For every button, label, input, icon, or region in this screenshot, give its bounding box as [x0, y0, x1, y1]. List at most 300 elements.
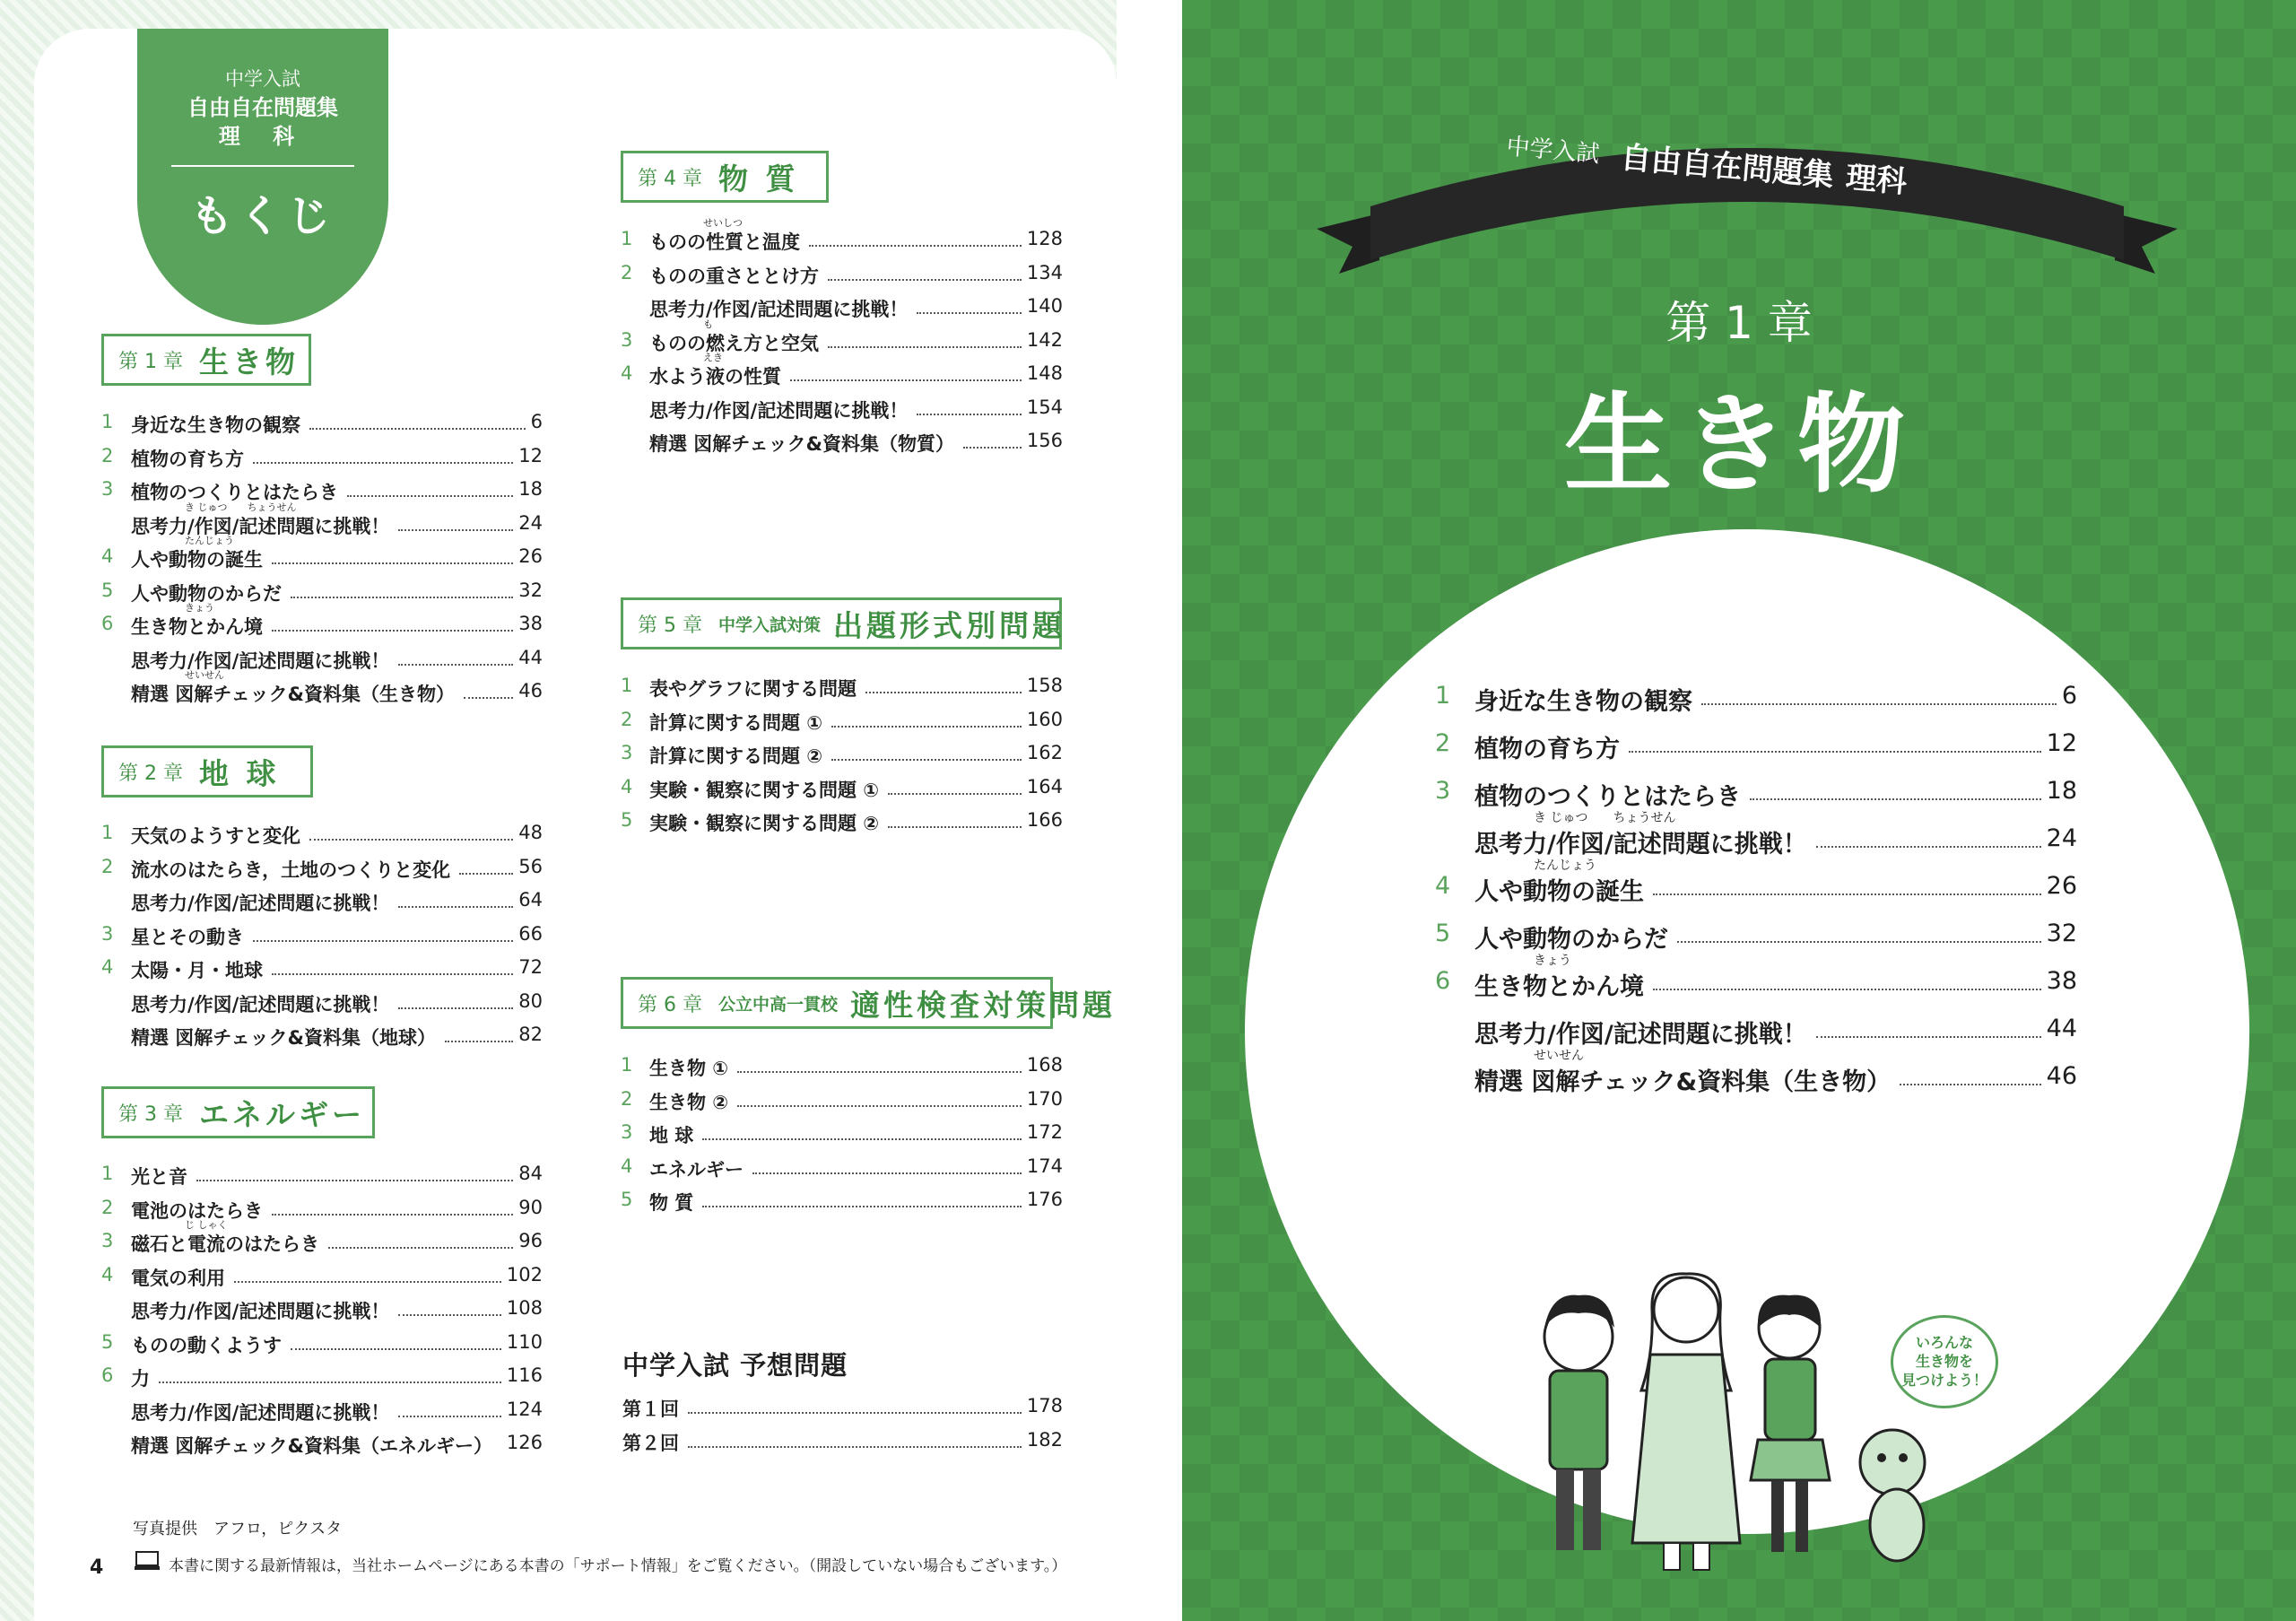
toc-entry-number: 4 [101, 545, 114, 567]
chapter-entry[interactable] [1435, 1015, 2077, 1054]
furigana: せいせん [1534, 1049, 1584, 1063]
leader-dots [159, 1381, 501, 1383]
toc-entry[interactable] [101, 990, 543, 1023]
leader-dots [398, 1007, 513, 1009]
furigana: きょう [1534, 954, 1571, 968]
toc-entry[interactable] [101, 535, 543, 578]
chapter-entry-label: 思考力/作図/記述問題に挑戦！ [1474, 831, 1807, 858]
toc-entry-number: 2 [621, 1087, 633, 1110]
toc-entry-number: 1 [621, 228, 633, 249]
toc-entry-page: 96 [518, 1230, 543, 1251]
leader-dots [809, 245, 1022, 247]
chapter-entry-label: 思考力/作図/記述問題に挑戦！ [1474, 1021, 1807, 1049]
toc-entry-number: 3 [621, 742, 633, 763]
toc-entry[interactable] [101, 602, 543, 645]
chapter-entry[interactable] [1435, 919, 2077, 959]
chapter-heading [101, 1086, 375, 1138]
toc-entry-number: 1 [621, 675, 633, 696]
chapter-number: 第 6 章 [638, 993, 702, 1016]
toc-entry-label: 光と音 [131, 1166, 187, 1188]
leader-dots [309, 839, 513, 841]
chapter-title: 生き物 [198, 344, 299, 379]
furigana: せいしつ [703, 217, 743, 229]
leader-dots [464, 697, 513, 699]
chapter-number: 第 1 章 [1665, 297, 1813, 349]
toc-entry-label: エネルギー [649, 1158, 744, 1181]
header-divider [171, 165, 354, 167]
chapter-entry[interactable] [1435, 777, 2077, 816]
toc-entry-page: 108 [506, 1297, 543, 1319]
toc-entry-page: 168 [1026, 1054, 1063, 1076]
bubble-line: 生き物を [1915, 1353, 1973, 1370]
chapter-number: 第 2 章 [118, 762, 183, 785]
toc-entry-page: 140 [1026, 295, 1063, 317]
toc-entry-page: 142 [1026, 328, 1063, 351]
leader-dots [398, 664, 513, 666]
toc-entry[interactable] [621, 675, 1063, 707]
toc-entry-page: 166 [1026, 809, 1063, 831]
toc-entry-number: 2 [101, 444, 114, 466]
chapter-heading [621, 977, 1116, 1029]
toc-entry-label: 計算に関する問題 ② [649, 745, 823, 767]
leader-dots [831, 726, 1022, 728]
chapter-entry-label: 植物のつくりとはたらき [1474, 783, 1741, 811]
chapter-heading [621, 151, 829, 203]
leader-dots [309, 428, 526, 430]
toc-entry-label: 精選 図解チェック&資料集（地球） [131, 1027, 436, 1049]
chapter-title: エネルギー [198, 1096, 365, 1132]
leader-dots [1750, 798, 2041, 800]
toc-entry-page: 156 [1026, 430, 1063, 451]
toc-entry-page: 148 [1026, 362, 1063, 384]
toc-entry-number: 3 [621, 328, 633, 351]
toc-entry[interactable] [101, 956, 543, 989]
toc-entry-label: 人や動物の誕生 [131, 549, 263, 571]
leader-dots [1677, 941, 2041, 943]
toc-entry-page: 172 [1026, 1121, 1063, 1143]
toc-entry[interactable] [101, 1331, 543, 1364]
ribbon-series: 中学入試 [1505, 133, 1601, 169]
chapter-entry-number: 2 [1435, 729, 1451, 757]
leader-dots [917, 414, 1022, 415]
chapter-entry-page: 44 [2046, 1015, 2077, 1042]
chapter-entry[interactable] [1435, 858, 2077, 911]
chapter-entry[interactable] [1435, 954, 2077, 1007]
furigana: たんじょう [1534, 858, 1596, 873]
leader-dots [688, 1446, 1022, 1448]
leader-dots [963, 447, 1022, 449]
toc-entry[interactable] [101, 669, 543, 712]
toc-entry-number: 5 [101, 579, 114, 601]
chapter-entry-label: 生き物とかん境 [1474, 973, 1644, 1001]
toc-entry-number: 1 [101, 1163, 114, 1184]
toc-entry-page: 128 [1026, 228, 1063, 249]
toc-entry-label: ものの重さととけ方 [649, 265, 819, 287]
chapter-entry[interactable] [1435, 1049, 2077, 1102]
toc-entry-number: 3 [101, 1230, 114, 1251]
toc-entry-label: 磁石と電流のはたらき [131, 1233, 319, 1255]
toc-entry-number: 1 [101, 411, 114, 432]
toc-entry-number: 2 [621, 708, 633, 730]
furigana: き じゅつ ちょうせん [1534, 811, 1676, 825]
toc-entry-label: 人や動物のからだ [131, 582, 282, 605]
toc-entry-page: 158 [1026, 675, 1063, 696]
toc-entry[interactable] [101, 1197, 543, 1229]
dog-character [1860, 1430, 1925, 1561]
leader-dots [888, 826, 1022, 828]
toc-entry-page: 56 [518, 855, 543, 877]
toc-entry-label: ものの燃え方と空気 [649, 332, 819, 354]
leader-dots [828, 279, 1022, 281]
toc-entry-number: 6 [101, 1364, 114, 1386]
toc-entry-label: 精選 図解チェック&資料集（生き物） [131, 684, 455, 705]
leader-dots [272, 630, 513, 632]
toc-entry[interactable] [101, 445, 543, 477]
leader-dots [459, 873, 513, 875]
leader-dots [398, 1416, 501, 1417]
toc-entry-label: 思考力/作図/記述問題に挑戦！ [131, 1301, 390, 1322]
toc-entry[interactable] [101, 923, 543, 955]
leader-dots [831, 759, 1022, 761]
toc-entry[interactable] [621, 1088, 1063, 1120]
toc-entry[interactable] [621, 295, 1063, 327]
chapter-entry-number: 3 [1435, 777, 1451, 805]
toc-entry-page: 124 [506, 1398, 543, 1420]
page-number: 4 [90, 1556, 104, 1579]
furigana: きょう [185, 602, 214, 614]
chapter-entry-number: 5 [1435, 919, 1451, 947]
toc-entry[interactable] [621, 397, 1063, 429]
teacher-character [1632, 1274, 1740, 1570]
leader-dots [702, 1138, 1022, 1140]
chapter-entry-page: 12 [2046, 729, 2077, 757]
toc-entry[interactable] [101, 1264, 543, 1296]
leader-dots [445, 1041, 513, 1042]
leader-dots [253, 940, 513, 942]
toc-entry-label: 水よう液の性質 [649, 366, 781, 388]
toc-entry[interactable] [101, 822, 543, 854]
practice-exam-title: 中学入試 予想問題 [622, 1350, 848, 1381]
toc-entry-number: 5 [621, 809, 633, 831]
toc-entry[interactable] [101, 1364, 543, 1397]
photo-credit: 写真提供 アフロ，ピクスタ [133, 1520, 343, 1538]
chapter-entry-page: 26 [2046, 872, 2077, 900]
chapter-title: 地 球 [198, 755, 280, 791]
toc-entry[interactable] [621, 262, 1063, 294]
toc-entry-page: 72 [518, 956, 543, 978]
toc-entry-page: 44 [518, 646, 543, 668]
leader-dots [688, 1412, 1022, 1414]
toc-entry[interactable] [621, 1189, 1063, 1221]
support-note: 本書に関する最新情報は，当社ホームページにある本書の「サポート情報」をご覧ください。（開設していない場合もございます。） [169, 1557, 1067, 1575]
leader-dots [702, 1206, 1022, 1207]
toc-entry[interactable] [621, 318, 1063, 362]
toc-entry-page: 26 [518, 545, 543, 567]
toc-entry-number: 3 [101, 478, 114, 500]
toc-entry-page: 24 [518, 511, 543, 534]
toc-entry-page: 164 [1026, 775, 1063, 797]
chapter-entry-label: 身近な生き物の観察 [1474, 688, 1692, 716]
toc-entry-label: 物 質 [649, 1192, 694, 1214]
toc-entry-label: 思考力/作図/記述問題に挑戦！ [131, 1401, 390, 1424]
chapter-number: 第 1 章 [118, 350, 183, 373]
toc-entry-page: 48 [518, 822, 543, 843]
toc-entry-label: 思考力/作図/記述問題に挑戦！ [649, 299, 909, 320]
toc-entry-label: 第１回 [622, 1399, 679, 1420]
chapter-title: 適性検査対策問題 [850, 987, 1116, 1023]
toc-entry-page: 32 [518, 579, 543, 601]
toc-entry-label: 生き物 ② [649, 1091, 729, 1113]
book-title: 自由自在問題集 [187, 95, 338, 120]
ribbon-subject: 理科 [1844, 159, 1909, 201]
toc-entry-label: 精選 図解チェック&資料集（エネルギー） [131, 1435, 492, 1457]
toc-entry[interactable] [101, 1219, 543, 1262]
toc-entry-page: 116 [506, 1364, 543, 1386]
chapter-entry-number: 4 [1435, 872, 1451, 900]
leader-dots [1629, 751, 2041, 753]
toc-entry[interactable] [101, 889, 543, 921]
toc-entry[interactable] [101, 1024, 543, 1056]
chapter-entry-label: 人や動物のからだ [1474, 926, 1668, 954]
computer-icon [135, 1551, 160, 1571]
leader-dots [1653, 893, 2041, 895]
toc-entry-page: 46 [518, 680, 543, 702]
leader-dots [272, 973, 513, 975]
chapter-entry-page: 6 [2061, 682, 2077, 710]
toc-entry-number: 4 [101, 1263, 114, 1285]
leader-dots [1653, 989, 2041, 990]
toc-entry-label: 力 [131, 1368, 150, 1390]
toc-entry[interactable] [621, 1054, 1063, 1086]
chapter-entry-page: 46 [2046, 1062, 2077, 1090]
toc-entry-label: ものの動くようす [131, 1334, 282, 1356]
toc-entry-page: 176 [1026, 1189, 1063, 1210]
chapter-entry-page: 38 [2046, 967, 2077, 995]
toc-entry-page: 162 [1026, 742, 1063, 763]
toc-entry-number: 4 [621, 1155, 633, 1177]
toc-header-tab [137, 29, 388, 325]
leader-dots [917, 312, 1022, 314]
toc-entry-label: 実験・観察に関する問題 ① [649, 779, 880, 801]
toc-entry-number: 1 [621, 1054, 633, 1076]
leader-dots [398, 906, 513, 908]
chapter-number: 第 5 章 [638, 614, 702, 637]
toc-entry[interactable] [621, 352, 1063, 395]
toc-page [0, 0, 1117, 1621]
toc-entry-label: 身近な生き物の観察 [131, 414, 300, 436]
toc-entry[interactable] [101, 1297, 543, 1329]
toc-entry-number: 5 [101, 1330, 114, 1353]
chapter-entry[interactable] [1435, 682, 2077, 721]
boy-character [1544, 1295, 1614, 1550]
chapter-heading [101, 334, 311, 386]
toc-entry[interactable] [621, 742, 1063, 774]
toc-entry-label: 太陽・月・地球 [131, 960, 263, 981]
series-label: 中学入試 [225, 68, 300, 90]
toc-entry-label: 計算に関する問題 ① [649, 711, 823, 734]
leader-dots [291, 1348, 501, 1350]
toc-entry-label: 実験・観察に関する問題 ② [649, 813, 880, 834]
toc-entry-number: 4 [621, 362, 633, 384]
toc-entry-label: 天気のようすと変化 [131, 825, 300, 847]
toc-entry-label: 思考力/作図/記述問題に挑戦！ [131, 993, 390, 1015]
toc-title: もくじ [189, 191, 335, 241]
leader-dots [328, 1247, 513, 1249]
furigana: たんじょう [185, 535, 234, 546]
chapter-number: 第 4 章 [638, 167, 702, 190]
leader-dots [888, 793, 1022, 795]
toc-entry-page: 170 [1026, 1087, 1063, 1110]
toc-entry[interactable] [621, 809, 1063, 841]
leader-dots [865, 692, 1022, 693]
toc-entry[interactable] [101, 1399, 543, 1431]
toc-entry[interactable] [101, 1163, 543, 1195]
toc-entry-page: 102 [506, 1263, 543, 1285]
bubble-line: 見つけよう！ [1900, 1372, 1987, 1389]
chapter-title: 生き物 [1564, 383, 1914, 508]
toc-entry-page: 182 [1026, 1429, 1063, 1451]
toc-entry[interactable] [621, 430, 1063, 462]
toc-entry-number: 6 [101, 613, 114, 634]
toc-entry-label: 精選 図解チェック&資料集（物質） [649, 433, 954, 455]
leader-dots [1816, 846, 2041, 848]
chapter-entry[interactable] [1435, 729, 2077, 769]
toc-entry-page: 126 [506, 1432, 543, 1453]
toc-entry[interactable] [101, 501, 543, 545]
leader-dots [398, 1314, 501, 1316]
toc-entry-page: 110 [506, 1330, 543, 1353]
chapter-entry[interactable] [1435, 811, 2077, 864]
toc-entry-label: 植物のつくりとはたらき [131, 482, 338, 503]
leader-dots [1816, 1036, 2041, 1038]
chapter-category: 中学入試対策 [718, 614, 821, 635]
toc-entry-label: 第２回 [622, 1433, 679, 1454]
toc-entry-number: 2 [101, 1196, 114, 1218]
toc-entry-page: 154 [1026, 396, 1063, 418]
chapter-entry-number: 1 [1435, 682, 1451, 710]
toc-entry[interactable] [101, 647, 543, 679]
toc-entry-page: 18 [518, 478, 543, 500]
toc-entry-page: 178 [1026, 1395, 1063, 1416]
furigana: えき [703, 352, 723, 363]
toc-entry-label: 思考力/作図/記述問題に挑戦！ [131, 649, 390, 672]
toc-entry-page: 6 [530, 411, 543, 432]
toc-entry-page: 66 [518, 922, 543, 945]
leader-dots [272, 1214, 513, 1216]
toc-entry-page: 80 [518, 989, 543, 1012]
toc-entry-number: 2 [101, 855, 114, 877]
leader-dots [253, 462, 513, 464]
toc-entry-number: 3 [101, 922, 114, 945]
toc-entry-label: 表やグラフに関する問題 [649, 678, 857, 700]
leader-dots [790, 379, 1022, 381]
chapter-heading [621, 597, 1065, 649]
toc-entry-label: 電気の利用 [131, 1267, 225, 1289]
chapter-entry-label: 植物の育ち方 [1474, 736, 1620, 763]
leader-dots [272, 562, 513, 564]
leader-dots [752, 1172, 1022, 1174]
chapter-heading [101, 745, 313, 797]
chapter-category: 公立中高一貫校 [718, 994, 838, 1015]
leader-dots [234, 1281, 501, 1283]
toc-entry-page: 174 [1026, 1155, 1063, 1177]
toc-entry[interactable] [621, 1155, 1063, 1188]
toc-entry-page: 12 [518, 444, 543, 466]
toc-entry-page: 90 [518, 1196, 543, 1218]
toc-entry-page: 84 [518, 1163, 543, 1184]
toc-entry-number: 2 [621, 261, 633, 283]
toc-entry-label: ものの性質と温度 [649, 231, 800, 253]
leader-dots [347, 495, 513, 497]
toc-entry[interactable] [101, 856, 543, 888]
leader-dots [398, 529, 513, 531]
toc-entry-label: 思考力/作図/記述問題に挑戦！ [131, 515, 390, 537]
toc-entry-page: 160 [1026, 708, 1063, 730]
subject-label: 理 科 [218, 124, 308, 149]
toc-entry[interactable] [101, 411, 543, 443]
toc-entry[interactable] [621, 1121, 1063, 1154]
toc-entry[interactable] [621, 709, 1063, 741]
toc-entry-number: 5 [621, 1189, 633, 1210]
ribbon-book-title: 自由自在問題集 [1619, 139, 1836, 195]
furigana: も [703, 318, 713, 330]
chapter-title: 物 質 [718, 161, 799, 196]
toc-entry-number: 1 [101, 822, 114, 843]
toc-entry-number: 4 [101, 956, 114, 978]
toc-entry-label: 電池のはたらき [131, 1199, 263, 1222]
chapter-entry-label: 人や動物の誕生 [1474, 878, 1644, 906]
toc-entry-label: 生き物とかん境 [131, 616, 263, 638]
leader-dots [1701, 703, 2057, 705]
toc-entry-label: 思考力/作図/記述問題に挑戦！ [131, 893, 390, 914]
furigana: き じゅつ ちょうせん [185, 501, 297, 513]
characters-illustration [1516, 1256, 1946, 1579]
toc-entry[interactable] [101, 580, 543, 612]
toc-entry-number: 4 [621, 775, 633, 797]
chapter-title: 出題形式別問題 [833, 607, 1065, 643]
toc-entry-page: 38 [518, 613, 543, 634]
toc-entry[interactable] [101, 478, 543, 510]
toc-entry[interactable] [622, 1395, 1063, 1427]
leader-dots [291, 597, 513, 598]
leader-dots [828, 346, 1022, 348]
chapter-entry-number: 6 [1435, 967, 1451, 995]
toc-entry-label: 流水のはたらき，土地のつくりと変化 [131, 858, 451, 881]
toc-entry-label: 地 球 [649, 1125, 694, 1146]
toc-entry[interactable] [621, 217, 1063, 260]
chapter-entry-page: 24 [2046, 824, 2077, 852]
chapter-entry-page: 32 [2046, 919, 2077, 947]
chapter-number: 第 3 章 [118, 1102, 183, 1126]
chapter-entry-page: 18 [2046, 777, 2077, 805]
toc-entry[interactable] [101, 1432, 543, 1464]
toc-entry-label: 植物の育ち方 [131, 448, 244, 470]
chapter-entry-label: 精選 図解チェック&資料集（生き物） [1474, 1068, 1892, 1096]
toc-entry[interactable] [622, 1429, 1063, 1461]
toc-entry[interactable] [621, 776, 1063, 808]
toc-entry-page: 82 [518, 1024, 543, 1045]
leader-dots [737, 1071, 1022, 1073]
leader-dots [196, 1180, 513, 1181]
speech-bubble [1891, 1315, 1998, 1408]
leader-dots [737, 1105, 1022, 1107]
furigana: じ しゃく [185, 1219, 228, 1231]
toc-entry-label: 思考力/作図/記述問題に挑戦！ [649, 399, 909, 422]
furigana: せいせん [185, 669, 224, 681]
girl-character [1751, 1295, 1830, 1552]
toc-entry-number: 3 [621, 1121, 633, 1143]
toc-entry-page: 64 [518, 889, 543, 911]
